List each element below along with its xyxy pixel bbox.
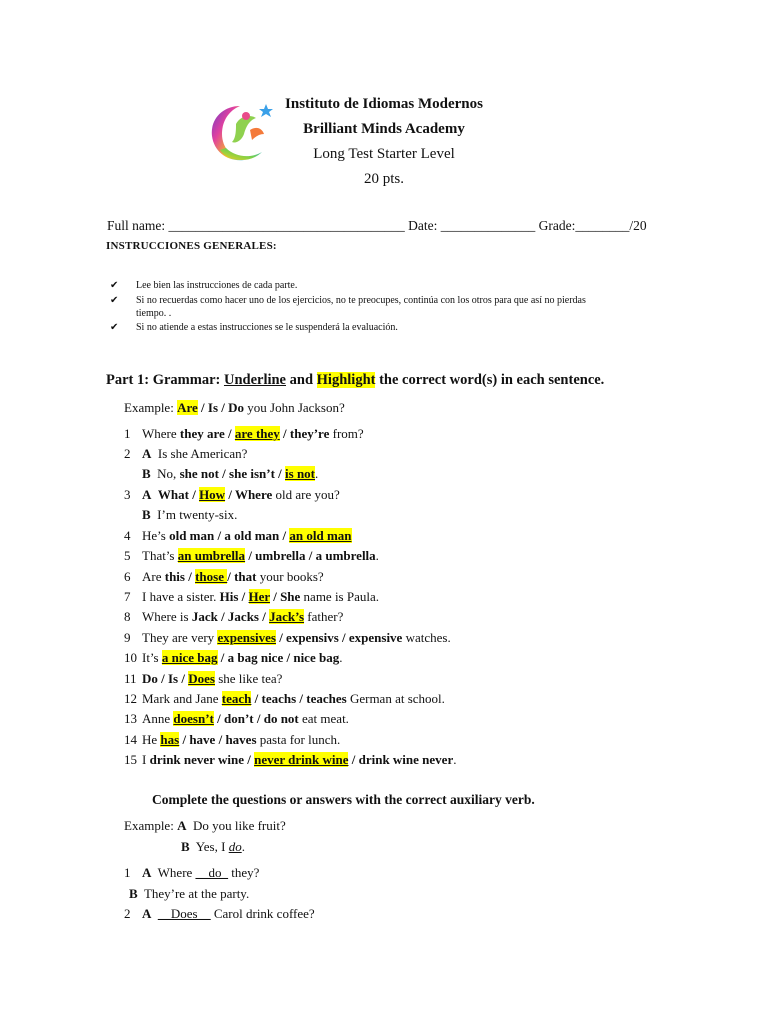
test-points: 20 pts. [363, 171, 404, 187]
instruction-text: Lee bien las instrucciones de cada parte. [136, 280, 298, 291]
highlighted-answer[interactable]: Her [248, 589, 270, 604]
checkmark-icon: ✔ [110, 322, 119, 333]
highlighted-answer[interactable]: doesn’t [173, 711, 214, 726]
part2-item-1b: B They’re at the party. [129, 886, 250, 901]
question-4: 4 He’s old man / a old man / an old man [124, 528, 352, 543]
question-12: 12 Mark and Jane teach / teachs / teaches German at school. [124, 691, 445, 706]
name-field[interactable]: ___________________________________ [168, 218, 405, 233]
question-7: 7 I have a sister. His / Her / She name is Paula. [124, 589, 380, 604]
institute-name: Instituto de Idiomas Modernos [285, 96, 483, 112]
question-14: 14 He has / have / haves pasta for lunch. [124, 732, 341, 747]
name-label: Full name: [107, 218, 166, 233]
instructions-title: INSTRUCCIONES GENERALES: [106, 240, 277, 252]
question-3a: 3 A What / How / Where old are you? [124, 487, 340, 502]
instruction-item [110, 322, 398, 333]
part1-title: Part 1: Grammar: Underline and Highlight the correct word(s) in each sentence. [106, 372, 605, 388]
checkmark-icon: ✔ [110, 280, 119, 291]
highlighted-answer[interactable]: Jack’s [269, 609, 305, 624]
question-10: 10 It’s a nice bag / a bag nice / nice bag. [124, 650, 343, 665]
part2-example-a: Example: A Do you like fruit? [124, 818, 286, 833]
highlighted-answer[interactable]: a nice bag [161, 650, 218, 665]
highlighted-answer[interactable]: are they [234, 426, 280, 441]
part1-example: Example: Are / Is / Do you John Jackson? [124, 400, 345, 415]
grade-label: Grade: [538, 218, 576, 233]
instruction-text: Si no recuerdas como hacer uno de los ejercicios, no te preocupes, continúa con los otros para que así no pierdas [136, 295, 586, 306]
question-8: 8 Where is Jack / Jacks / Jack’s father? [124, 609, 344, 624]
highlighted-answer[interactable]: has [160, 732, 180, 747]
highlighted-answer[interactable]: teach [221, 691, 252, 706]
part2-item-2a: 2 A __Does__ Carol drink coffee? [124, 906, 315, 921]
question-11: 11 Do / Is / Does she like tea? [124, 671, 283, 686]
grade-field[interactable]: ________ [575, 218, 630, 233]
question-6: 6 Are this / those / that your books? [124, 569, 324, 584]
highlighted-answer[interactable]: those [195, 569, 228, 584]
part2-item-1a: 1 A Where __do_ they? [124, 865, 260, 880]
answer-blank[interactable]: __Does__ [157, 906, 211, 921]
question-2a: 2 A Is she American? [124, 446, 248, 461]
instruction-item [110, 295, 586, 306]
instruction-item [110, 280, 297, 291]
student-info-line [107, 218, 647, 234]
checkmark-icon: ✔ [110, 295, 119, 306]
instruction-text: Si no atiende a estas instrucciones se le suspenderá la evaluación. [136, 322, 398, 333]
highlighted-answer[interactable]: Does [188, 671, 215, 686]
highlighted-answer[interactable]: an umbrella [177, 548, 246, 563]
highlighted-answer[interactable]: an old man [289, 528, 352, 543]
answer-blank[interactable]: __do_ [195, 865, 229, 880]
date-field[interactable]: ______________ [440, 218, 536, 233]
test-name: Long Test Starter Level [313, 146, 455, 162]
highlighted-answer[interactable]: never drink wine [254, 752, 349, 767]
question-2b: B No, she not / she isn’t / is not. [142, 466, 319, 481]
question-13: 13 Anne doesn’t / don’t / do not eat meat. [124, 711, 349, 726]
highlighted-answer[interactable]: is not [285, 466, 316, 481]
academy-name: Brilliant Minds Academy [303, 121, 465, 137]
grade-total: /20 [629, 218, 647, 233]
part2-title: Complete the questions or answers with the correct auxiliary verb. [152, 792, 535, 807]
date-label: Date: [408, 218, 438, 233]
question-5: 5 That’s an umbrella / umbrella / a umbrella. [124, 548, 379, 563]
question-9: 9 They are very expensives / expensivs / expensive watches. [124, 630, 451, 645]
question-3b: B I’m twenty-six. [142, 507, 238, 522]
question-15: 15 I drink never wine / never drink wine / drink wine never. [124, 752, 457, 767]
highlighted-answer[interactable]: How [199, 487, 226, 502]
instruction-text-continued: tiempo. . [136, 308, 172, 319]
part2-example-b: B Yes, I do. [181, 839, 245, 854]
highlighted-answer[interactable]: expensives [217, 630, 276, 645]
question-1: 1 Where they are / are they / they’re from? [124, 426, 364, 441]
